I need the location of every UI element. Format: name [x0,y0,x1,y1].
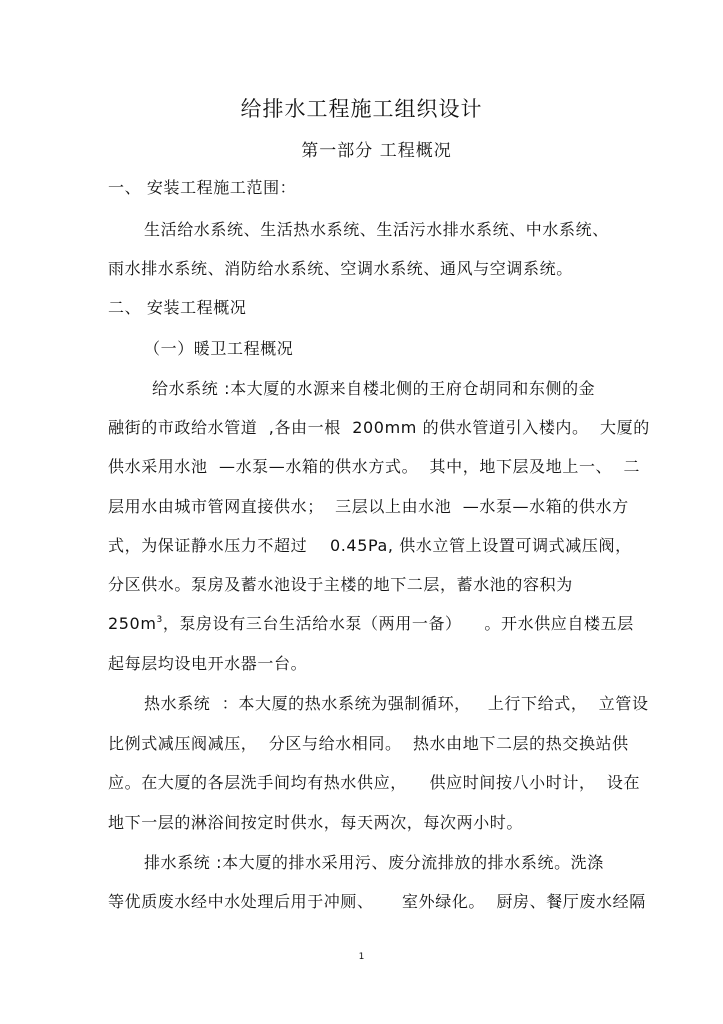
hot-water-line-2: 比例式减压阀减压， 分区与给水相同。 热水由地下二层的热交换站供 [108,734,629,753]
volume-suffix: ，泵房设有三台生活给水泵（两用一备） 。开水供应自楼五层 [162,614,634,633]
water-supply-line-3: 供水采用水池 —水泵—水箱的供水方式。 其中，地下层及地上一、 二 [108,457,641,476]
section2-heading: 二、 安装工程概况 [108,298,247,317]
water-supply-line-6: 分区供水。泵房及蓄水池设于主楼的地下二层，蓄水池的容积为 [108,575,573,594]
water-supply-line-5: 式，为保证静水压力不超过 0.45Pa, 供水立管上设置可调式减压阀， [108,536,632,555]
section1-heading: 一、 安装工程施工范围： [108,178,297,197]
section2-subheading: （一）暖卫工程概况 [144,339,294,358]
drainage-line-1: 排水系统 :本大厦的排水采用污、废分流排放的排水系统。洗涤 [144,853,604,872]
hot-water-line-4: 地下一层的淋浴间按定时供水，每天两次，每次两小时。 [108,813,524,832]
section1-line-1: 生活给水系统、生活热水系统、生活污水排水系统、中水系统、 [144,220,609,239]
part-heading: 第一部分 工程概况 [301,141,452,161]
water-supply-line-7 [108,614,634,634]
page-number: 1 [358,952,365,962]
water-supply-line-8: 起每层均设电开水器一台。 [108,654,308,673]
volume-exponent: 3 [156,615,163,625]
hot-water-line-1: 热水系统 ：本大厦的热水系统为强制循环， 上行下给式， 立管设 [144,694,649,713]
volume-value: 250m [108,614,157,633]
water-supply-line-4: 层用水由城市管网直接供水； 三层以上由水池 —水泵—水箱的供水方 [108,497,629,516]
water-supply-line-2: 融街的市政给水管道 ,各由一根 200mm 的供水管道引入楼内。 大厦的 [108,418,650,437]
section1-line-2: 雨水排水系统、消防给水系统、空调水系统、通风与空调系统。 [108,259,573,278]
hot-water-line-3: 应。在大厦的各层洗手间均有热水供应， 供应时间按八小时计， 设在 [108,773,641,792]
document-title: 给排水工程施工组织设计 [240,97,483,121]
drainage-line-2: 等优质废水经中水处理后用于冲厕、 室外绿化。 厨房、餐厅废水经隔 [108,892,646,911]
water-supply-line-1: 给水系统 :本大厦的水源来自楼北侧的王府仓胡同和东侧的金 [152,379,596,398]
